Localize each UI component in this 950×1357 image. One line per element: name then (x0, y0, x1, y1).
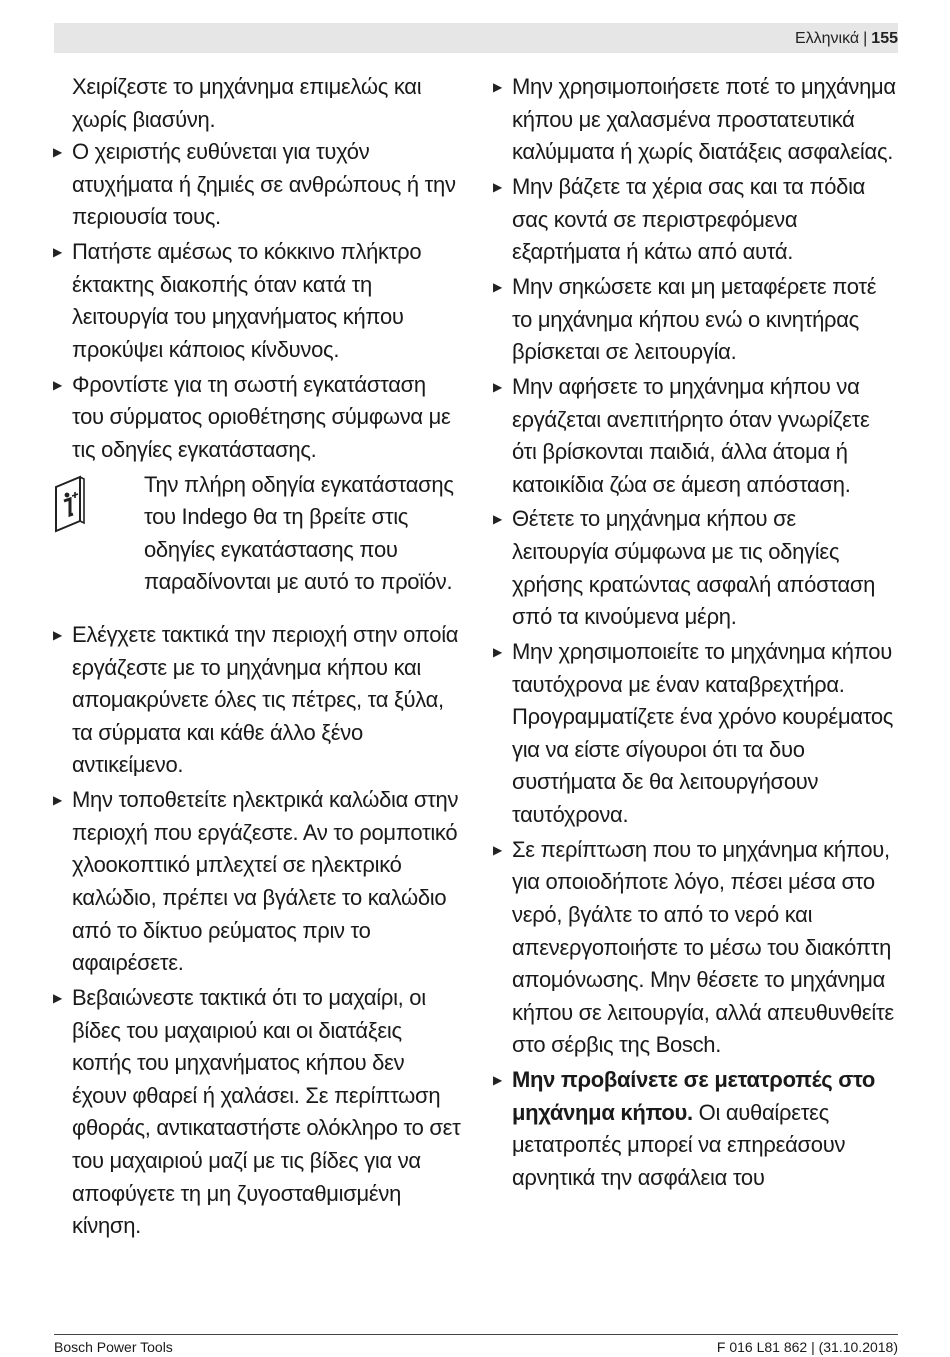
safety-item-text: Μην σηκώσετε και μη μεταφέρετε ποτέ το μηχάνημα κήπου ενώ ο κινητήρας βρίσκεται σε λειτουργία. (512, 273, 877, 365)
safety-item (493, 834, 898, 1062)
safety-item (493, 171, 898, 269)
header-separator: | (863, 30, 868, 47)
continuation-paragraph: Χειρίζεστε το μηχάνημα επιμελώς και χωρίς βιασύνη. (72, 74, 422, 132)
safety-item (53, 236, 463, 366)
safety-item (493, 1064, 898, 1194)
safety-item-text: Μην τοποθετείτε ηλεκτρικά καλώδια στην περιοχή που εργάζεστε. Αν το ρομποτικό χλοοκοπτικό μπλεχτεί σε ηλεκτρικό καλώδιο, πρέπει να βγάλετε το καλώδιο από το δίκτυο ρεύματος πριν το αφαιρέσετε. (72, 787, 459, 976)
safety-item (493, 271, 898, 369)
header-bar (54, 23, 898, 53)
safety-item-text: Ο χειριστής ευθύνεται για τυχόν ατυχήματα ή ζημιές σε ανθρώπους ή την περιουσία τους. (72, 139, 456, 230)
footer-rule (54, 1334, 898, 1335)
safety-item-text: Μην βάζετε τα χέρια σας και τα πόδια σας κοντά σε περιστρεφόμενα εξαρτήματα ή κάτω από αυτά. (512, 173, 866, 265)
safety-item-text: Οι αυθαίρετες μετατροπές μπορεί να επηρεάσουν αρνητικά την ασφάλεια του (512, 1099, 846, 1190)
bullet-arrow-icon: ▶ (53, 793, 62, 808)
safety-item-text: Μην χρησιμοποιήσετε ποτέ το μηχάνημα κήπου με χαλασμένα προστατευτικά καλύμματα ή χωρίς διατάξεις ασφαλείας. (512, 74, 896, 165)
page-number: 155 (871, 30, 898, 47)
safety-item (493, 503, 898, 633)
footer-publisher: Bosch Power Tools (54, 1339, 173, 1355)
safety-item (53, 619, 463, 782)
footer-document-code: F 016 L81 862 | (31.10.2018) (716, 1339, 898, 1355)
safety-item-text: Ελέγχετε τακτικά την περιοχή στην οποία εργάζεστε με το μηχάνημα κήπου και απομακρύνετε όλες τις πέτρες, τα ξύλα, τα σύρματα και κάθε άλλο ξένο αντικείμενο. (72, 622, 459, 778)
bullet-arrow-icon: ▶ (493, 842, 502, 857)
bullet-arrow-icon: ▶ (493, 80, 502, 94)
safety-item (53, 369, 463, 467)
right-column (493, 71, 898, 1197)
safety-item (53, 136, 463, 234)
bullet-arrow-icon: ▶ (53, 245, 62, 260)
safety-item-text: Φροντίστε για τη σωστή εγκατάσταση του σύρματος οριοθέτησης σύμφωνα με τις οδηγίες εγκατάστασης. (72, 371, 451, 462)
safety-item-text: Μην αφήσετε το μηχάνημα κήπου να εργάζεται ανεπιτήρητο όταν γνωρίζετε ότι βρίσκονται παιδιά, άλλα άτομα ή κατοικίδια ζώα σε άμεση απόσταση. (512, 373, 870, 497)
bullet-arrow-icon: ▶ (53, 145, 62, 160)
safety-item (53, 784, 463, 980)
note-text: Την πλήρη οδηγία εγκατάστασης του Indego θα τη βρείτε στις οδηγίες εγκατάστασης που παραδίνονται με αυτό το προϊόν. (144, 471, 454, 595)
left-column (53, 71, 463, 1245)
bullet-arrow-icon: ▶ (493, 512, 502, 527)
header-language: Ελληνικά (794, 30, 860, 47)
info-book-icon (53, 475, 87, 533)
safety-item-text: Μην χρησιμοποιείτε το μηχάνημα κήπου ταυτόχρονα με έναν καταβρεχτήρα. Προγραμματίζετε ένα χρόνο κουρέματος για να είστε σίγουροι ότι τα δυο συστήματα δε θα λειτουργήσουν ταυτόχρονα. (512, 639, 894, 827)
bullet-arrow-icon: ▶ (493, 379, 502, 394)
bullet-arrow-icon: ▶ (493, 279, 502, 294)
bullet-arrow-icon: ▶ (53, 377, 62, 392)
safety-item-text: Θέτετε το μηχάνημα κήπου σε λειτουργία σύμφωνα με τις οδηγίες χρήσης κρατώντας ασφαλή απόσταση σπό τα κινούμενα μέρη. (512, 506, 876, 630)
bullet-arrow-icon: ▶ (493, 179, 502, 194)
safety-item-text: Βεβαιώνεστε τακτικά ότι το μαχαίρι, οι βίδες του μαχαιριού και οι διατάξεις κοπής του μηχανήματος κήπου δεν έχουν φθαρεί ή χαλάσει. Σε περίπτωση φθοράς, αντικαταστήστε ολόκληρο το σετ του μαχαιριού μαζί με τις βίδες για να αποφύγετε τη μη ζυγοσταθμισμένη κίνηση. (72, 984, 461, 1239)
safety-item (493, 371, 898, 501)
bullet-arrow-icon: ▶ (53, 628, 62, 643)
safety-item (493, 71, 898, 169)
safety-item-text: Πατήστε αμέσως το κόκκινο πλήκτρο έκτακτης διακοπής όταν κατά τη λειτουργία του μηχανήματος κήπου προκύψει κάποιος κίνδυνος. (72, 239, 422, 362)
bullet-arrow-icon: ▶ (493, 645, 502, 660)
bullet-arrow-icon: ▶ (53, 990, 62, 1005)
bullet-arrow-icon: ▶ (493, 1073, 502, 1088)
info-note (53, 469, 463, 599)
safety-item (493, 636, 898, 832)
safety-item-text: Σε περίπτωση που το μηχάνημα κήπου, για οποιοδήποτε λόγο, πέσει μέσα στο νερό, βγάλτε το από το νερό και απενεργοποιήστε το μέσω του διακόπτη απομόνωσης. Μην θέσετε το μηχάνημα κήπου σε λειτουργία, αλλά απευθυνθείτε στο σέρβις της Bosch. (512, 836, 894, 1058)
safety-item (53, 982, 463, 1243)
running-header (795, 30, 898, 48)
safety-item-bold-text: Μην προβαίνετε σε μετατροπές στο μηχάνημα κήπου. (512, 1067, 876, 1125)
